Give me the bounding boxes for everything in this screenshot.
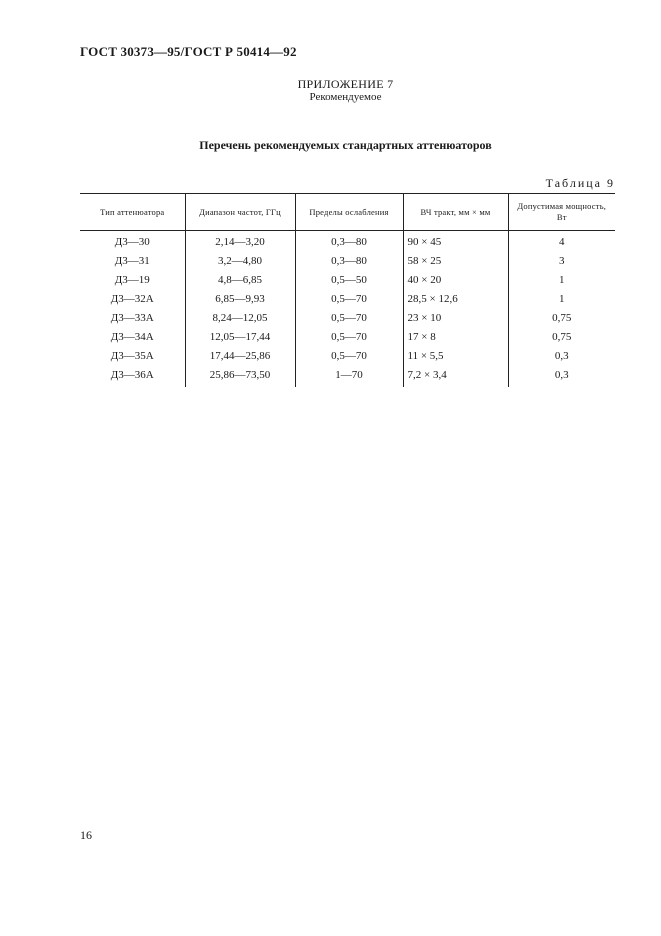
cell-frequency: 25,86—73,50: [185, 366, 295, 387]
list-title: Перечень рекомендуемых стандартных аттенюаторов: [199, 138, 492, 152]
cell-attenuation: 0,5—70: [295, 328, 403, 347]
table-row: [80, 271, 615, 290]
cell-attenuation: 0,3—80: [295, 231, 403, 253]
cell-frequency: 3,2—4,80: [185, 252, 295, 271]
document-code-header: ГОСТ 30373—95/ГОСТ Р 50414—92: [80, 44, 297, 59]
table-row: [80, 290, 615, 309]
cell-attenuation: 1—70: [295, 366, 403, 387]
table-header: [80, 194, 615, 231]
table-row: [80, 309, 615, 328]
cell-power: 0,75: [508, 328, 615, 347]
table-row: [80, 231, 615, 253]
cell-frequency: 17,44—25,86: [185, 347, 295, 366]
table-row: [80, 328, 615, 347]
cell-type: Д3—32А: [110, 293, 154, 305]
cell-frequency: 8,24—12,05: [185, 309, 295, 328]
cell-frequency: 6,85—9,93: [185, 290, 295, 309]
table-body: [80, 231, 615, 388]
cell-type: Д3—36А: [110, 369, 154, 381]
cell-rf-path: 58 × 25: [403, 252, 508, 271]
column-header-type: Тип аттенюатора: [80, 194, 185, 231]
cell-power: 3: [508, 252, 615, 271]
cell-power: 1: [508, 290, 615, 309]
cell-type: Д3—33А: [110, 312, 154, 324]
cell-attenuation: 0,3—80: [295, 252, 403, 271]
cell-rf-path: 7,2 × 3,4: [403, 366, 508, 387]
column-header-power: Допустимая мощность, Вт: [508, 194, 615, 231]
cell-rf-path: 11 × 5,5: [403, 347, 508, 366]
page-number: 16: [80, 828, 92, 842]
cell-frequency: 4,8—6,85: [185, 271, 295, 290]
cell-attenuation: 0,5—70: [295, 309, 403, 328]
cell-power: 0,75: [508, 309, 615, 328]
cell-attenuation: 0,5—70: [295, 347, 403, 366]
cell-rf-path: 90 × 45: [403, 231, 508, 253]
cell-power: 0,3: [508, 366, 615, 387]
cell-type: Д3—19: [114, 274, 150, 286]
column-header-attenuation: Пределы ослабления: [295, 194, 403, 231]
attenuators-table: [80, 193, 615, 387]
cell-power: 1: [508, 271, 615, 290]
table-row: [80, 252, 615, 271]
cell-type: Д3—30: [114, 236, 150, 248]
column-header-rf-path: ВЧ тракт, мм × мм: [403, 194, 508, 231]
cell-power: 4: [508, 231, 615, 253]
cell-type: Д3—34А: [110, 331, 154, 343]
table-header-row: [80, 194, 615, 231]
appendix-subtitle: Рекомендуемое: [309, 91, 382, 103]
cell-type: Д3—35А: [110, 350, 154, 362]
appendix-heading: [0, 78, 661, 104]
table-row: [80, 366, 615, 387]
cell-type: Д3—31: [114, 255, 150, 267]
cell-attenuation: 0,5—50: [295, 271, 403, 290]
appendix-title: ПРИЛОЖЕНИЕ 7: [297, 77, 394, 91]
table-row: [80, 347, 615, 366]
cell-rf-path: 28,5 × 12,6: [403, 290, 508, 309]
cell-attenuation: 0,5—70: [295, 290, 403, 309]
cell-power: 0,3: [508, 347, 615, 366]
table-label: Таблица 9: [545, 176, 615, 190]
cell-frequency: 2,14—3,20: [185, 231, 295, 253]
column-header-frequency: Диапазон частот, ГГц: [185, 194, 295, 231]
cell-rf-path: 40 × 20: [403, 271, 508, 290]
cell-rf-path: 17 × 8: [403, 328, 508, 347]
cell-frequency: 12,05—17,44: [185, 328, 295, 347]
cell-rf-path: 23 × 10: [403, 309, 508, 328]
